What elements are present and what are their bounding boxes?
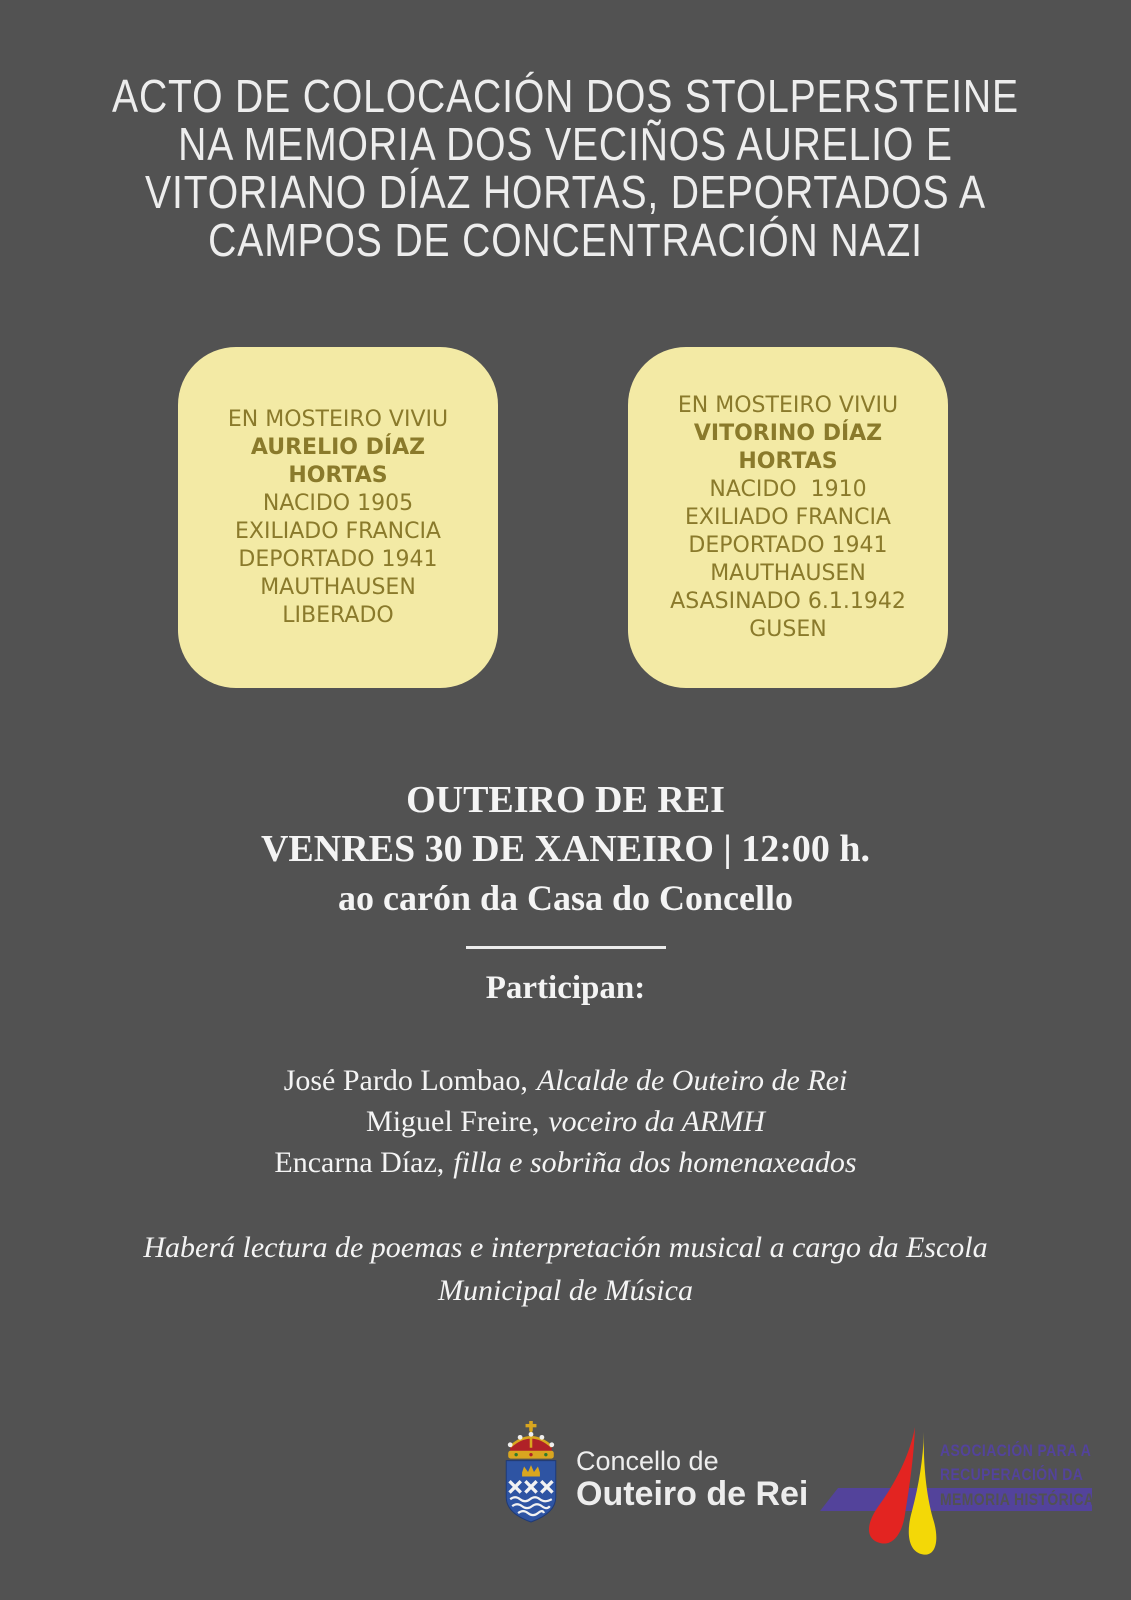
armh-logo-text <box>940 1439 1128 1512</box>
plaque-line: EN MOSTEIRO VIVIU <box>677 392 899 418</box>
stolperstein-plaque-aurelio <box>178 347 498 688</box>
participant-name: Encarna Díaz, <box>274 1146 445 1179</box>
plaque-line: GUSEN <box>749 616 827 642</box>
plaque-line: DEPORTADO 1941 <box>238 546 438 572</box>
armh-logo-line3: MEMORIA HISTÓRICA <box>940 1490 1095 1509</box>
event-details <box>0 776 1131 922</box>
outeiro-coat-of-arms-icon <box>498 1420 564 1529</box>
participant-role: filla e sobriña dos homenaxeados <box>453 1146 857 1179</box>
armh-logo <box>820 1424 1110 1564</box>
plaque-name-line: HORTAS <box>738 448 838 474</box>
event-datetime: VENRES 30 DE XANEIRO | 12:00 h. <box>260 828 871 870</box>
title-line-2: NA MEMORIA DOS VECIÑOS AURELIO E <box>178 118 953 170</box>
event-place: ao carón da Casa do Concello <box>337 878 793 918</box>
divider-line <box>466 946 666 949</box>
note-line: Haberá lectura de poemas e interpretación musical a cargo da Escola <box>143 1231 988 1264</box>
plaque-line: DEPORTADO 1941 <box>688 532 888 558</box>
participant-role: Alcalde de Outeiro de Rei <box>536 1064 848 1097</box>
title-line-4: CAMPOS DE CONCENTRACIÓN NAZI <box>208 214 923 266</box>
plaque-line: EXILIADO FRANCIA <box>685 504 891 530</box>
plaque-line: NACIDO 1910 <box>709 476 867 502</box>
participants-heading: Participan: <box>485 970 646 1006</box>
plaque-line: MAUTHAUSEN <box>710 560 866 586</box>
participant-row <box>0 1101 1131 1142</box>
armh-logo-line1: ASOCIACIÓN PARA A <box>940 1441 1092 1460</box>
plaque-line: EXILIADO FRANCIA <box>235 518 441 544</box>
title-line-3: VITORIANO DÍAZ HORTAS, DEPORTADOS A <box>145 166 986 218</box>
event-location: OUTEIRO DE REI <box>406 779 725 821</box>
participant-row <box>0 1142 1131 1183</box>
participant-role: voceiro da ARMH <box>548 1105 765 1138</box>
plaque-line: ASASINADO 6.1.1942 <box>670 588 906 614</box>
note-line: Municipal de Música <box>438 1274 693 1307</box>
participant-name: José Pardo Lombao, <box>283 1064 528 1097</box>
concello-logo-text <box>576 1420 808 1512</box>
poster-title <box>0 72 1131 264</box>
participant-name: Miguel Freire, <box>366 1105 540 1138</box>
title-line-1: ACTO DE COLOCACIÓN DOS STOLPERSTEINE <box>112 70 1019 122</box>
armh-logo-line2: RECUPERACIÓN DA <box>940 1465 1084 1484</box>
stolperstein-plaque-vitorino <box>628 347 948 688</box>
participants-list <box>0 1060 1131 1183</box>
concello-outeiro-logo <box>498 1420 808 1529</box>
plaque-name-line: VITORINO DÍAZ <box>693 420 883 446</box>
plaque-line: LIBERADO <box>282 602 394 628</box>
participant-row <box>0 1060 1131 1101</box>
plaque-name-line: AURELIO DÍAZ <box>250 434 426 460</box>
plaque-line: NACIDO 1905 <box>262 490 414 516</box>
plaque-line: MAUTHAUSEN <box>260 574 416 600</box>
plaque-name-line: HORTAS <box>288 462 388 488</box>
plaque-line: EN MOSTEIRO VIVIU <box>227 406 449 432</box>
music-note <box>0 1226 1131 1312</box>
concello-logo-line1: Concello de <box>576 1446 719 1476</box>
concello-logo-line2: Outeiro de Rei <box>576 1475 809 1513</box>
